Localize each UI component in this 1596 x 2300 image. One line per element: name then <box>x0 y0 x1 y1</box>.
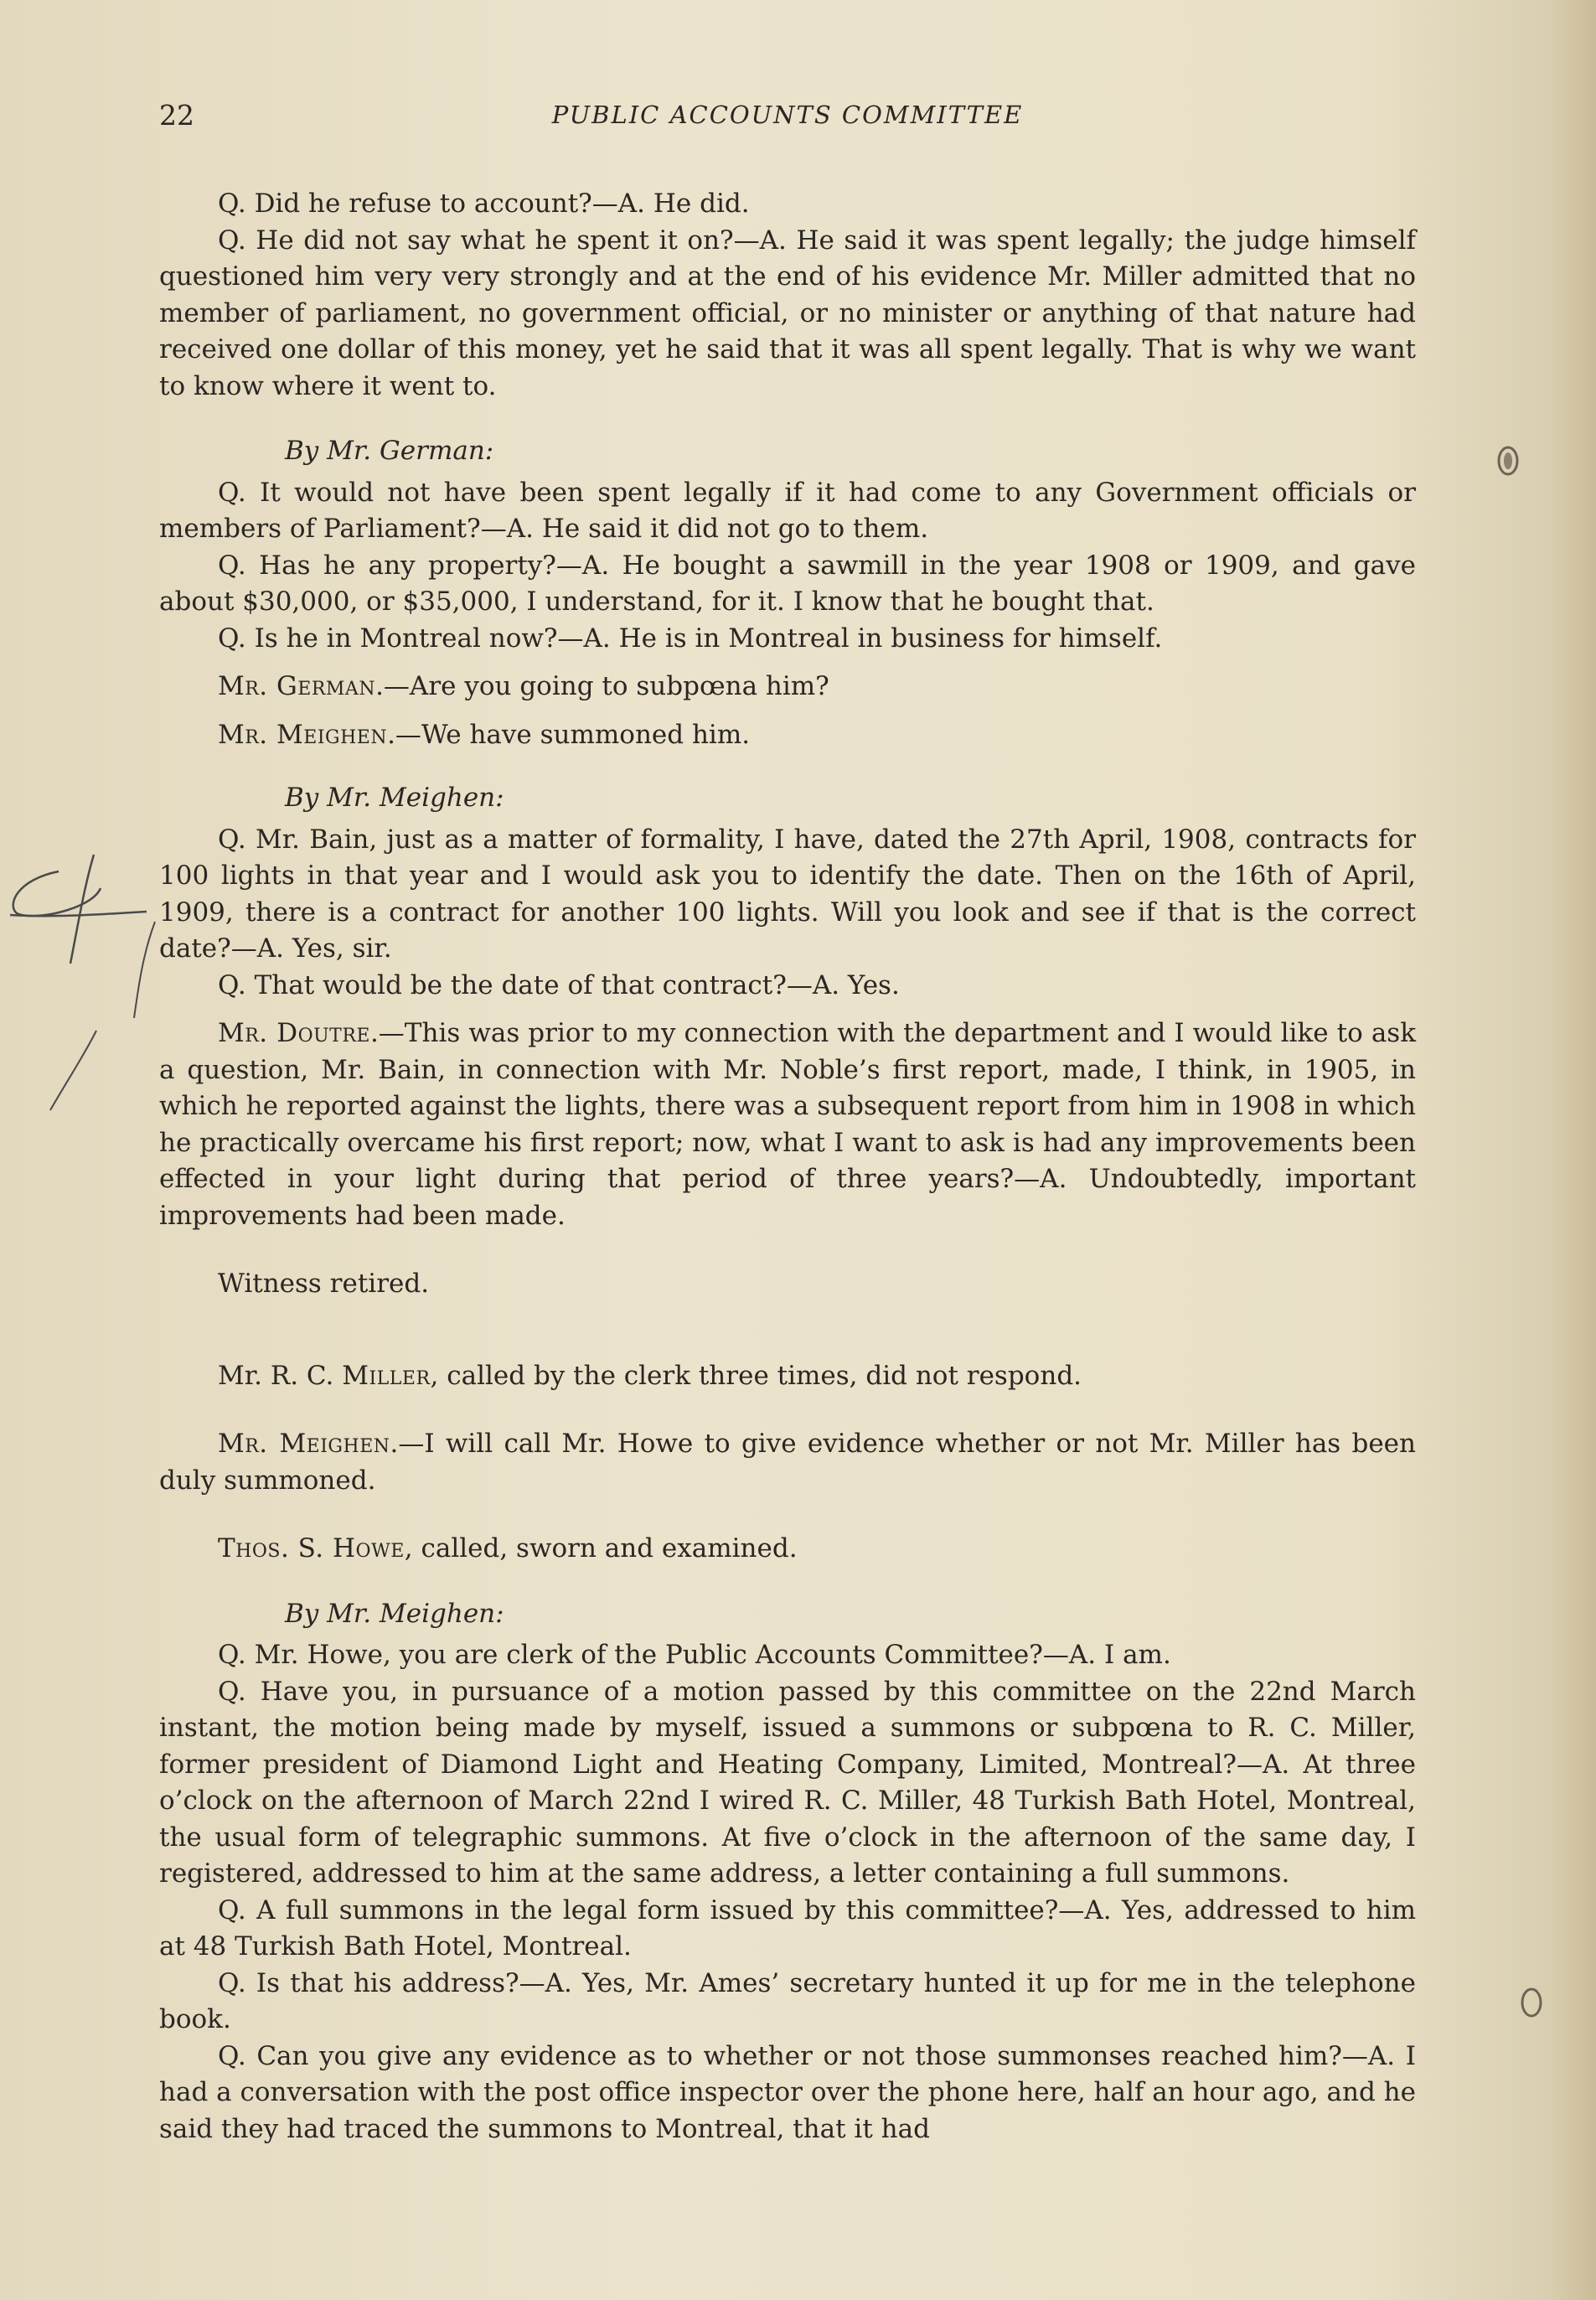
paragraph: Witness retired. <box>218 1269 430 1299</box>
document-body <box>159 186 1416 2148</box>
paragraph: Q. It would not have been spent legally if it had come to any Government officials or members of Parliament?—A. He said it did not go to them. <box>159 477 1416 544</box>
pencil-annotation-icon <box>0 838 159 1123</box>
running-title: PUBLIC ACCOUNTS COMMITTEE <box>551 101 1024 129</box>
paragraph: Q. A full summons in the legal form issued by this committee?—A. Yes, addressed to him at 48 Turkish Bath Hotel, Montreal. <box>159 1894 1416 1961</box>
speaker-name: Mr. Meighen <box>218 719 388 750</box>
speaker-text: .—Are you going to subpœna him? <box>375 671 829 701</box>
speaker-text: , called, sworn and examined. <box>404 1533 798 1563</box>
speaker-paragraph <box>159 1426 1416 1499</box>
speaker-text: .—We have summoned him. <box>387 719 751 750</box>
paragraph: Q. Can you give any evidence as to whether or not those summonses reached him?—A. I had a conversation with the post office inspector over the phone here, half an hour ago, and he said they had traced the summons to Montreal, that it had <box>159 2040 1416 2144</box>
speaker-text: .—This was prior to my connection with the department and I would like to ask a question, Mr. Bain, in connection with Mr. Noble’s first report, made, I think, in 1905, in which he reported against the lights, there was a subsequent report from him in 1908 in which he practically overcame his first report; now, what I want to ask is had any improvements been effected in your light during that period of three years?—A. Undoubtedly, important improvements had been made. <box>159 1018 1416 1231</box>
paragraph: Q. Is he in Montreal now?—A. He is in Montreal in business for himself. <box>218 623 1163 654</box>
paragraph: Q. Mr. Howe, you are clerk of the Public Accounts Committee?—A. I am. <box>218 1640 1171 1670</box>
speaker-name: Thos. S. Howe <box>218 1533 405 1563</box>
paragraph: Q. That would be the date of that contract?—A. Yes. <box>218 969 900 1000</box>
paragraph: Q. Did he refuse to account?—A. He did. <box>218 189 750 219</box>
speaker-name: Mr. Doutre <box>218 1018 370 1048</box>
speaker-paragraph <box>159 1358 1416 1395</box>
speaker-paragraph <box>159 1016 1416 1234</box>
paragraph: Q. Mr. Bain, just as a matter of formality, I have, dated the 27th April, 1908, contracts for 100 lights in that year and I would ask you to identify the date. Then on the 16th of April, 1909, there is a contract for another 100 lights. Will you look and see if that is the correct date?—A. Yes, sir. <box>159 824 1416 964</box>
speaker-paragraph <box>159 1531 1416 1568</box>
speaker-prefix: Mr. R. C. <box>218 1360 343 1391</box>
examiner-heading: By Mr. German: <box>285 436 494 466</box>
paragraph: Q. He did not say what he spent it on?—A. He said it was spent legally; the judge himself questioned him very very strongly and at the end of his evidence Mr. Miller admitted that no member of parliament, no government official, or no minister or anything of that nature had received one dollar of this money, yet he said that it was all spent legally. That is why we want to know where it went to. <box>159 225 1416 401</box>
examiner-heading: By Mr. Meighen: <box>285 1598 504 1629</box>
page-header <box>159 99 1416 141</box>
page-number: 22 <box>159 99 194 132</box>
binding-hole-icon <box>1515 1977 1548 2028</box>
paragraph: Q. Is that his address?—A. Yes, Mr. Ames’ secretary hunted it up for me in the telephone book. <box>159 1967 1416 2034</box>
speaker-name: Mr. Meighen <box>218 1429 390 1459</box>
speaker-text: , called by the clerk three times, did not respond. <box>430 1360 1082 1391</box>
paragraph: Q. Has he any property?—A. He bought a sawmill in the year 1908 or 1909, and gave about $30,000, or $35,000, I understand, for it. I know that he bought that. <box>159 550 1416 617</box>
speaker-name: Miller <box>342 1360 431 1391</box>
paragraph: Q. Have you, in pursuance of a motion passed by this committee on the 22nd March instant, the motion being made by myself, issued a summons or subpœna to R. C. Miller, former president of Diamond Light and Heating Company, Limited, Montreal?—A. At three o’clock on the afternoon of March 22nd I wired R. C. Miller, 48 Turkish Bath Hotel, Montreal, the usual form of telegraphic summons. At five o’clock in the afternoon of the same day, I registered, addressed to him at the same address, a letter containing a full summons. <box>159 1676 1416 1889</box>
speaker-name: Mr. German <box>218 671 376 701</box>
examiner-heading: By Mr. Meighen: <box>285 783 504 813</box>
speaker-paragraph <box>159 669 1416 706</box>
speaker-text: .—I will call Mr. Howe to give evidence whether or not Mr. Miller has been duly summoned. <box>159 1429 1416 1496</box>
binding-hole-icon <box>1491 436 1525 486</box>
speaker-paragraph <box>159 717 1416 754</box>
